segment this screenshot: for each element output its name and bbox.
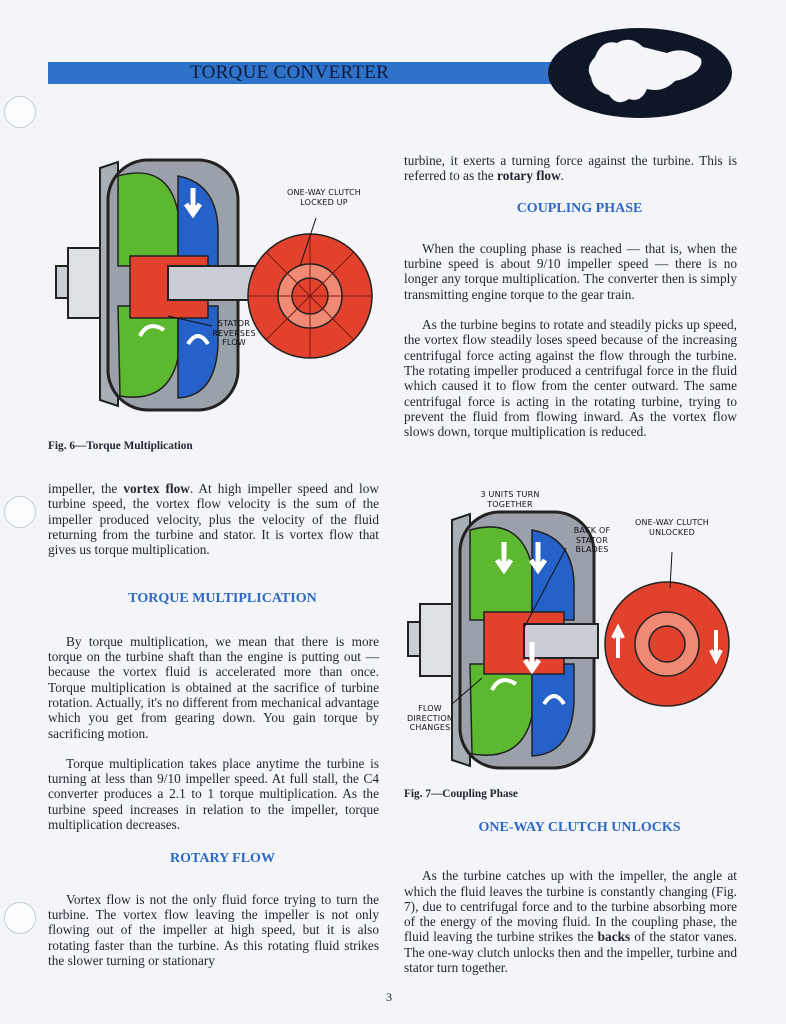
right-intro-paragraph: turbine, it exerts a turning force against the turbine. This is referred to as the rotary flow.: [404, 153, 737, 184]
right-column-bottom: [404, 820, 737, 990]
fig6-caption: Fig. 6—Torque Multiplication: [48, 440, 193, 452]
binder-hole-top: [4, 96, 36, 128]
coupling-phase-heading: COUPLING PHASE: [516, 200, 643, 216]
fig7-callout-flow: FLOW DIRECTION CHANGES: [406, 704, 454, 732]
clutch-paragraph: As the turbine catches up with the impeller, the angle at which the fluid leaves the turbine is constantly changing (Fig. 7), due to centrifugal force and to the turbine absorbing more of the energy of the moving fluid. In the coupling phase, the fluid leaving the turbine strikes the backs of the stator vanes. The one-way clutch unlocks then and the impeller, turbine and stator turn together.: [404, 868, 737, 976]
page-title: TORQUE CONVERTER: [190, 62, 390, 83]
fig7-caption: Fig. 7—Coupling Phase: [404, 788, 518, 800]
fig7-callout-back: BACK OF STATOR BLADES: [573, 526, 611, 554]
binder-hole-bottom: [4, 902, 36, 934]
page-number: 3: [386, 990, 392, 1004]
left-column: [48, 481, 379, 983]
coupling-paragraph-2: As the turbine begins to rotate and steadily picks up speed, the vortex flow steadily loses speed because of the increasing centrifugal force acting against the flow through the turbine. The rotating impeller produced a centrifugal force in the fluid which caused it to flow from the center outward. The same centrifugal force is acting in the rotating turbine, trying to prevent the fluid from flowing inward. As the vortex flow slows down, torque multiplication is reduced.: [404, 317, 737, 440]
fig6-callout-clutch: ONE-WAY CLUTCH LOCKED UP: [287, 188, 361, 207]
torque-multiplication-heading: TORQUE MULTIPLICATION: [128, 591, 317, 607]
rotary-flow-heading: ROTARY FLOW: [170, 851, 275, 867]
torque-paragraph-2: Torque multiplication takes place anytime the turbine is turning at less than 9/10 impeller speed. At full stall, the C4 converter produces a 2.1 to 1 torque multiplication. As the turbine speed increases in relation to the impeller, torque multiplication decreases.: [48, 755, 379, 833]
binder-hole-middle: [4, 496, 36, 528]
coupling-paragraph-1: When the coupling phase is reached — that is, when the turbine speed is about 9/10 impeller speed — there is no longer any torque multiplication. The converter then is simply transmitting engine torque to the gear train.: [404, 240, 737, 302]
transmission-silhouette-icon: [547, 27, 733, 119]
fig7-callout-units: 3 UNITS TURN TOGETHER: [480, 490, 540, 509]
torque-paragraph-1: By torque multiplication, we mean that there is more torque on the turbine shaft than the engine is putting out — because the vortex fluid is accelerated more than once. Torque multiplication is obtained at the sacrifice of turbine rotation. Actually, it's no different from mechanical advantage which you get from gearing down. You gain torque by sacrificing motion.: [48, 633, 379, 741]
fig7-callout-clutch: ONE-WAY CLUTCH UNLOCKED: [635, 518, 709, 537]
left-intro-paragraph: impeller, the vortex flow. At high impeller speed and low turbine speed, the vortex flow velocity is the sum of the impeller produced velocity, plus the velocity of the fluid returning from the turbine and stator. It is vortex flow that gives us torque multiplication.: [48, 481, 380, 558]
one-way-clutch-heading: ONE-WAY CLUTCH UNLOCKS: [478, 820, 681, 835]
right-column-top: [404, 153, 737, 454]
rotary-paragraph-1: Vortex flow is not the only fluid force trying to turn the turbine. The vortex flow leaving the impeller is not only flowing out of the impeller at high speed, but it is also rotating faster than the turbine. As this rotating fluid strikes the slower turning or stationary: [48, 891, 379, 968]
fig6-callout-stator: STATOR REVERSES FLOW: [212, 319, 256, 347]
